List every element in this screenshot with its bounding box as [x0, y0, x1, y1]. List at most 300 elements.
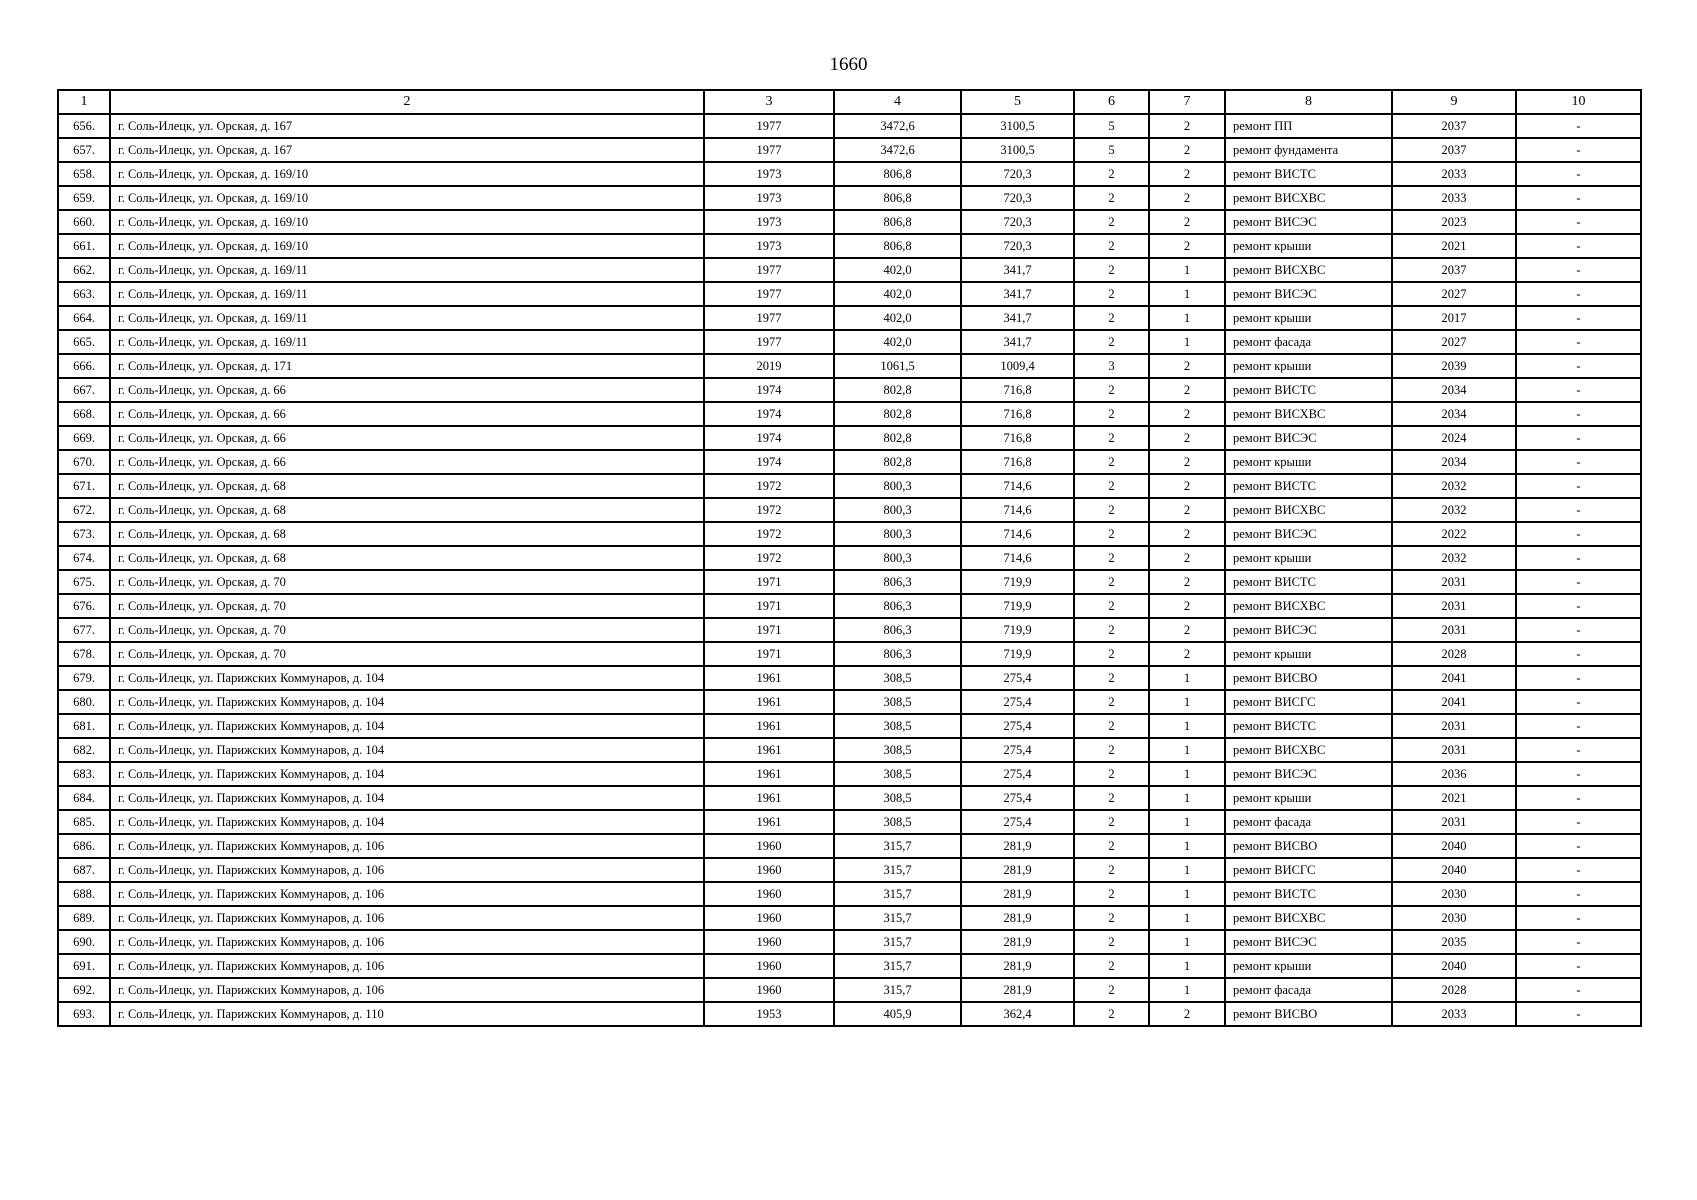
note-cell: - — [1516, 306, 1641, 330]
year-built-cell: 1961 — [704, 810, 834, 834]
year-built-cell: 1977 — [704, 114, 834, 138]
work-type-cell: ремонт ВИСТС — [1225, 882, 1392, 906]
entrances-cell: 2 — [1149, 498, 1225, 522]
floors-cell: 2 — [1074, 330, 1149, 354]
planned-year-cell: 2037 — [1392, 258, 1516, 282]
year-built-cell: 1974 — [704, 450, 834, 474]
work-type-cell: ремонт ВИСТС — [1225, 474, 1392, 498]
living-area-cell: 275,4 — [961, 666, 1074, 690]
table-header-row — [58, 90, 1641, 114]
living-area-cell: 341,7 — [961, 282, 1074, 306]
note-cell: - — [1516, 642, 1641, 666]
floors-cell: 2 — [1074, 378, 1149, 402]
total-area-cell: 806,3 — [834, 642, 961, 666]
work-type-cell: ремонт ВИСХВС — [1225, 402, 1392, 426]
address-cell: г. Соль-Илецк, ул. Парижских Коммунаров, д. 110 — [110, 1002, 704, 1026]
floors-cell: 2 — [1074, 282, 1149, 306]
entrances-cell: 2 — [1149, 474, 1225, 498]
table-row — [58, 306, 1641, 330]
entrances-cell: 1 — [1149, 954, 1225, 978]
floors-cell: 2 — [1074, 810, 1149, 834]
entrances-cell: 1 — [1149, 882, 1225, 906]
living-area-cell: 275,4 — [961, 714, 1074, 738]
year-built-cell: 1960 — [704, 930, 834, 954]
row-number-cell: 667. — [58, 378, 110, 402]
table-row — [58, 1002, 1641, 1026]
total-area-cell: 308,5 — [834, 690, 961, 714]
note-cell: - — [1516, 666, 1641, 690]
address-cell: г. Соль-Илецк, ул. Орская, д. 70 — [110, 618, 704, 642]
address-cell: г. Соль-Илецк, ул. Парижских Коммунаров, д. 104 — [110, 810, 704, 834]
column-header: 6 — [1074, 90, 1149, 114]
work-type-cell: ремонт ВИСЭС — [1225, 930, 1392, 954]
row-number-cell: 660. — [58, 210, 110, 234]
total-area-cell: 802,8 — [834, 378, 961, 402]
floors-cell: 2 — [1074, 642, 1149, 666]
note-cell: - — [1516, 858, 1641, 882]
note-cell: - — [1516, 138, 1641, 162]
living-area-cell: 716,8 — [961, 402, 1074, 426]
entrances-cell: 1 — [1149, 762, 1225, 786]
year-built-cell: 1977 — [704, 258, 834, 282]
planned-year-cell: 2023 — [1392, 210, 1516, 234]
row-number-cell: 658. — [58, 162, 110, 186]
work-type-cell: ремонт ВИСЭС — [1225, 426, 1392, 450]
table-row — [58, 402, 1641, 426]
column-header: 5 — [961, 90, 1074, 114]
year-built-cell: 1971 — [704, 642, 834, 666]
table-row — [58, 786, 1641, 810]
address-cell: г. Соль-Илецк, ул. Орская, д. 66 — [110, 378, 704, 402]
planned-year-cell: 2033 — [1392, 186, 1516, 210]
work-type-cell: ремонт ВИСВО — [1225, 666, 1392, 690]
address-cell: г. Соль-Илецк, ул. Орская, д. 169/10 — [110, 186, 704, 210]
note-cell: - — [1516, 618, 1641, 642]
living-area-cell: 281,9 — [961, 906, 1074, 930]
work-type-cell: ремонт крыши — [1225, 306, 1392, 330]
floors-cell: 2 — [1074, 858, 1149, 882]
row-number-cell: 681. — [58, 714, 110, 738]
floors-cell: 2 — [1074, 162, 1149, 186]
note-cell: - — [1516, 186, 1641, 210]
planned-year-cell: 2033 — [1392, 162, 1516, 186]
table-row — [58, 858, 1641, 882]
total-area-cell: 308,5 — [834, 762, 961, 786]
living-area-cell: 720,3 — [961, 186, 1074, 210]
row-number-cell: 677. — [58, 618, 110, 642]
planned-year-cell: 2028 — [1392, 642, 1516, 666]
living-area-cell: 281,9 — [961, 882, 1074, 906]
entrances-cell: 2 — [1149, 642, 1225, 666]
floors-cell: 2 — [1074, 978, 1149, 1002]
total-area-cell: 308,5 — [834, 714, 961, 738]
floors-cell: 2 — [1074, 570, 1149, 594]
table-row — [58, 522, 1641, 546]
planned-year-cell: 2030 — [1392, 882, 1516, 906]
address-cell: г. Соль-Илецк, ул. Орская, д. 68 — [110, 474, 704, 498]
floors-cell: 2 — [1074, 882, 1149, 906]
entrances-cell: 1 — [1149, 666, 1225, 690]
table-row — [58, 930, 1641, 954]
work-type-cell: ремонт фасада — [1225, 810, 1392, 834]
year-built-cell: 1960 — [704, 906, 834, 930]
row-number-cell: 676. — [58, 594, 110, 618]
living-area-cell: 716,8 — [961, 426, 1074, 450]
address-cell: г. Соль-Илецк, ул. Орская, д. 66 — [110, 402, 704, 426]
living-area-cell: 720,3 — [961, 234, 1074, 258]
address-cell: г. Соль-Илецк, ул. Парижских Коммунаров, д. 104 — [110, 786, 704, 810]
address-cell: г. Соль-Илецк, ул. Орская, д. 169/10 — [110, 210, 704, 234]
table-row — [58, 906, 1641, 930]
entrances-cell: 2 — [1149, 162, 1225, 186]
floors-cell: 2 — [1074, 306, 1149, 330]
living-area-cell: 341,7 — [961, 258, 1074, 282]
work-type-cell: ремонт ВИСТС — [1225, 378, 1392, 402]
floors-cell: 2 — [1074, 930, 1149, 954]
address-cell: г. Соль-Илецк, ул. Орская, д. 167 — [110, 138, 704, 162]
row-number-cell: 688. — [58, 882, 110, 906]
planned-year-cell: 2036 — [1392, 762, 1516, 786]
table-row — [58, 354, 1641, 378]
floors-cell: 2 — [1074, 714, 1149, 738]
total-area-cell: 315,7 — [834, 858, 961, 882]
living-area-cell: 714,6 — [961, 546, 1074, 570]
note-cell: - — [1516, 426, 1641, 450]
living-area-cell: 714,6 — [961, 498, 1074, 522]
planned-year-cell: 2037 — [1392, 138, 1516, 162]
living-area-cell: 275,4 — [961, 786, 1074, 810]
total-area-cell: 806,3 — [834, 570, 961, 594]
floors-cell: 2 — [1074, 402, 1149, 426]
year-built-cell: 1953 — [704, 1002, 834, 1026]
floors-cell: 2 — [1074, 210, 1149, 234]
note-cell: - — [1516, 162, 1641, 186]
year-built-cell: 1973 — [704, 234, 834, 258]
row-number-cell: 690. — [58, 930, 110, 954]
address-cell: г. Соль-Илецк, ул. Орская, д. 68 — [110, 498, 704, 522]
row-number-cell: 662. — [58, 258, 110, 282]
entrances-cell: 1 — [1149, 330, 1225, 354]
table-row — [58, 282, 1641, 306]
page-number: 1660 — [829, 54, 868, 75]
floors-cell: 2 — [1074, 522, 1149, 546]
living-area-cell: 719,9 — [961, 594, 1074, 618]
living-area-cell: 719,9 — [961, 642, 1074, 666]
planned-year-cell: 2040 — [1392, 834, 1516, 858]
row-number-cell: 692. — [58, 978, 110, 1002]
floors-cell: 5 — [1074, 114, 1149, 138]
address-cell: г. Соль-Илецк, ул. Парижских Коммунаров, д. 106 — [110, 978, 704, 1002]
year-built-cell: 1977 — [704, 306, 834, 330]
address-cell: г. Соль-Илецк, ул. Орская, д. 169/11 — [110, 306, 704, 330]
row-number-cell: 689. — [58, 906, 110, 930]
address-cell: г. Соль-Илецк, ул. Орская, д. 70 — [110, 570, 704, 594]
entrances-cell: 2 — [1149, 354, 1225, 378]
row-number-cell: 683. — [58, 762, 110, 786]
entrances-cell: 1 — [1149, 810, 1225, 834]
total-area-cell: 402,0 — [834, 306, 961, 330]
work-type-cell: ремонт фундамента — [1225, 138, 1392, 162]
living-area-cell: 716,8 — [961, 450, 1074, 474]
planned-year-cell: 2028 — [1392, 978, 1516, 1002]
planned-year-cell: 2031 — [1392, 738, 1516, 762]
living-area-cell: 714,6 — [961, 522, 1074, 546]
note-cell: - — [1516, 714, 1641, 738]
row-number-cell: 668. — [58, 402, 110, 426]
entrances-cell: 1 — [1149, 714, 1225, 738]
living-area-cell: 719,9 — [961, 618, 1074, 642]
table-row — [58, 642, 1641, 666]
work-type-cell: ремонт крыши — [1225, 642, 1392, 666]
table-row — [58, 450, 1641, 474]
total-area-cell: 806,3 — [834, 594, 961, 618]
note-cell: - — [1516, 978, 1641, 1002]
address-cell: г. Соль-Илецк, ул. Орская, д. 171 — [110, 354, 704, 378]
table-row — [58, 114, 1641, 138]
year-built-cell: 1974 — [704, 402, 834, 426]
row-number-cell: 664. — [58, 306, 110, 330]
note-cell: - — [1516, 570, 1641, 594]
table-row — [58, 474, 1641, 498]
address-cell: г. Соль-Илецк, ул. Орская, д. 70 — [110, 594, 704, 618]
work-type-cell: ремонт крыши — [1225, 354, 1392, 378]
column-header: 9 — [1392, 90, 1516, 114]
planned-year-cell: 2037 — [1392, 114, 1516, 138]
row-number-cell: 693. — [58, 1002, 110, 1026]
planned-year-cell: 2021 — [1392, 786, 1516, 810]
entrances-cell: 1 — [1149, 906, 1225, 930]
entrances-cell: 2 — [1149, 234, 1225, 258]
year-built-cell: 1960 — [704, 978, 834, 1002]
floors-cell: 2 — [1074, 546, 1149, 570]
floors-cell: 2 — [1074, 474, 1149, 498]
address-cell: г. Соль-Илецк, ул. Орская, д. 169/11 — [110, 330, 704, 354]
work-type-cell: ремонт ВИСЭС — [1225, 618, 1392, 642]
row-number-cell: 661. — [58, 234, 110, 258]
living-area-cell: 719,9 — [961, 570, 1074, 594]
table-row — [58, 138, 1641, 162]
work-type-cell: ремонт крыши — [1225, 450, 1392, 474]
living-area-cell: 275,4 — [961, 762, 1074, 786]
year-built-cell: 1971 — [704, 594, 834, 618]
address-cell: г. Соль-Илецк, ул. Парижских Коммунаров, д. 106 — [110, 882, 704, 906]
row-number-cell: 673. — [58, 522, 110, 546]
column-header: 1 — [58, 90, 110, 114]
column-header: 8 — [1225, 90, 1392, 114]
total-area-cell: 806,8 — [834, 210, 961, 234]
column-header: 3 — [704, 90, 834, 114]
table-row — [58, 810, 1641, 834]
total-area-cell: 315,7 — [834, 954, 961, 978]
total-area-cell: 308,5 — [834, 738, 961, 762]
row-number-cell: 657. — [58, 138, 110, 162]
living-area-cell: 341,7 — [961, 306, 1074, 330]
entrances-cell: 1 — [1149, 258, 1225, 282]
row-number-cell: 656. — [58, 114, 110, 138]
planned-year-cell: 2027 — [1392, 282, 1516, 306]
note-cell: - — [1516, 378, 1641, 402]
table-row — [58, 954, 1641, 978]
year-built-cell: 1961 — [704, 738, 834, 762]
entrances-cell: 2 — [1149, 594, 1225, 618]
total-area-cell: 1061,5 — [834, 354, 961, 378]
living-area-cell: 281,9 — [961, 954, 1074, 978]
floors-cell: 2 — [1074, 186, 1149, 210]
year-built-cell: 1960 — [704, 834, 834, 858]
work-type-cell: ремонт крыши — [1225, 234, 1392, 258]
entrances-cell: 2 — [1149, 114, 1225, 138]
year-built-cell: 1973 — [704, 162, 834, 186]
note-cell: - — [1516, 810, 1641, 834]
year-built-cell: 1972 — [704, 546, 834, 570]
floors-cell: 2 — [1074, 594, 1149, 618]
note-cell: - — [1516, 906, 1641, 930]
entrances-cell: 2 — [1149, 186, 1225, 210]
year-built-cell: 1973 — [704, 210, 834, 234]
planned-year-cell: 2032 — [1392, 546, 1516, 570]
work-type-cell: ремонт ВИСХВС — [1225, 738, 1392, 762]
planned-year-cell: 2031 — [1392, 714, 1516, 738]
year-built-cell: 1977 — [704, 138, 834, 162]
note-cell: - — [1516, 402, 1641, 426]
floors-cell: 2 — [1074, 690, 1149, 714]
note-cell: - — [1516, 234, 1641, 258]
living-area-cell: 714,6 — [961, 474, 1074, 498]
living-area-cell: 716,8 — [961, 378, 1074, 402]
planned-year-cell: 2040 — [1392, 954, 1516, 978]
table-row — [58, 714, 1641, 738]
entrances-cell: 2 — [1149, 402, 1225, 426]
registry-table — [57, 89, 1642, 1027]
total-area-cell: 308,5 — [834, 810, 961, 834]
total-area-cell: 802,8 — [834, 450, 961, 474]
table-row — [58, 738, 1641, 762]
year-built-cell: 1974 — [704, 426, 834, 450]
year-built-cell: 1961 — [704, 714, 834, 738]
address-cell: г. Соль-Илецк, ул. Парижских Коммунаров, д. 104 — [110, 714, 704, 738]
address-cell: г. Соль-Илецк, ул. Парижских Коммунаров, д. 104 — [110, 762, 704, 786]
planned-year-cell: 2027 — [1392, 330, 1516, 354]
table-row — [58, 162, 1641, 186]
work-type-cell: ремонт ВИСХВС — [1225, 186, 1392, 210]
work-type-cell: ремонт ВИСТС — [1225, 162, 1392, 186]
work-type-cell: ремонт ВИСЭС — [1225, 522, 1392, 546]
year-built-cell: 1973 — [704, 186, 834, 210]
table-body — [58, 114, 1641, 1026]
year-built-cell: 1961 — [704, 762, 834, 786]
work-type-cell: ремонт ВИСТС — [1225, 714, 1392, 738]
planned-year-cell: 2030 — [1392, 906, 1516, 930]
work-type-cell: ремонт ВИСЭС — [1225, 762, 1392, 786]
total-area-cell: 308,5 — [834, 666, 961, 690]
floors-cell: 2 — [1074, 1002, 1149, 1026]
planned-year-cell: 2034 — [1392, 450, 1516, 474]
work-type-cell: ремонт крыши — [1225, 546, 1392, 570]
row-number-cell: 687. — [58, 858, 110, 882]
planned-year-cell: 2022 — [1392, 522, 1516, 546]
year-built-cell: 1972 — [704, 522, 834, 546]
work-type-cell: ремонт ПП — [1225, 114, 1392, 138]
floors-cell: 2 — [1074, 738, 1149, 762]
planned-year-cell: 2033 — [1392, 1002, 1516, 1026]
note-cell: - — [1516, 954, 1641, 978]
entrances-cell: 1 — [1149, 690, 1225, 714]
floors-cell: 3 — [1074, 354, 1149, 378]
work-type-cell: ремонт ВИСХВС — [1225, 258, 1392, 282]
table-row — [58, 258, 1641, 282]
row-number-cell: 666. — [58, 354, 110, 378]
table-row — [58, 978, 1641, 1002]
note-cell: - — [1516, 450, 1641, 474]
entrances-cell: 2 — [1149, 378, 1225, 402]
note-cell: - — [1516, 210, 1641, 234]
total-area-cell: 806,8 — [834, 186, 961, 210]
row-number-cell: 669. — [58, 426, 110, 450]
total-area-cell: 315,7 — [834, 834, 961, 858]
total-area-cell: 405,9 — [834, 1002, 961, 1026]
planned-year-cell: 2032 — [1392, 474, 1516, 498]
year-built-cell: 1971 — [704, 570, 834, 594]
year-built-cell: 1977 — [704, 282, 834, 306]
table-row — [58, 594, 1641, 618]
planned-year-cell: 2021 — [1392, 234, 1516, 258]
total-area-cell: 315,7 — [834, 930, 961, 954]
table-row — [58, 210, 1641, 234]
column-header: 2 — [110, 90, 704, 114]
floors-cell: 2 — [1074, 762, 1149, 786]
note-cell: - — [1516, 114, 1641, 138]
entrances-cell: 1 — [1149, 738, 1225, 762]
entrances-cell: 2 — [1149, 210, 1225, 234]
year-built-cell: 1960 — [704, 882, 834, 906]
row-number-cell: 684. — [58, 786, 110, 810]
total-area-cell: 806,8 — [834, 234, 961, 258]
address-cell: г. Соль-Илецк, ул. Парижских Коммунаров, д. 104 — [110, 666, 704, 690]
address-cell: г. Соль-Илецк, ул. Орская, д. 66 — [110, 450, 704, 474]
total-area-cell: 315,7 — [834, 906, 961, 930]
note-cell: - — [1516, 522, 1641, 546]
floors-cell: 2 — [1074, 834, 1149, 858]
address-cell: г. Соль-Илецк, ул. Орская, д. 169/10 — [110, 162, 704, 186]
total-area-cell: 800,3 — [834, 474, 961, 498]
note-cell: - — [1516, 690, 1641, 714]
row-number-cell: 672. — [58, 498, 110, 522]
planned-year-cell: 2031 — [1392, 618, 1516, 642]
year-built-cell: 2019 — [704, 354, 834, 378]
total-area-cell: 806,8 — [834, 162, 961, 186]
entrances-cell: 1 — [1149, 978, 1225, 1002]
work-type-cell: ремонт крыши — [1225, 786, 1392, 810]
floors-cell: 2 — [1074, 786, 1149, 810]
table-row — [58, 426, 1641, 450]
year-built-cell: 1977 — [704, 330, 834, 354]
total-area-cell: 800,3 — [834, 546, 961, 570]
entrances-cell: 2 — [1149, 1002, 1225, 1026]
floors-cell: 2 — [1074, 666, 1149, 690]
address-cell: г. Соль-Илецк, ул. Орская, д. 167 — [110, 114, 704, 138]
table-row — [58, 234, 1641, 258]
work-type-cell: ремонт крыши — [1225, 954, 1392, 978]
table-row — [58, 330, 1641, 354]
floors-cell: 2 — [1074, 450, 1149, 474]
planned-year-cell: 2039 — [1392, 354, 1516, 378]
floors-cell: 2 — [1074, 954, 1149, 978]
note-cell: - — [1516, 1002, 1641, 1026]
row-number-cell: 679. — [58, 666, 110, 690]
row-number-cell: 678. — [58, 642, 110, 666]
total-area-cell: 3472,6 — [834, 138, 961, 162]
note-cell: - — [1516, 762, 1641, 786]
